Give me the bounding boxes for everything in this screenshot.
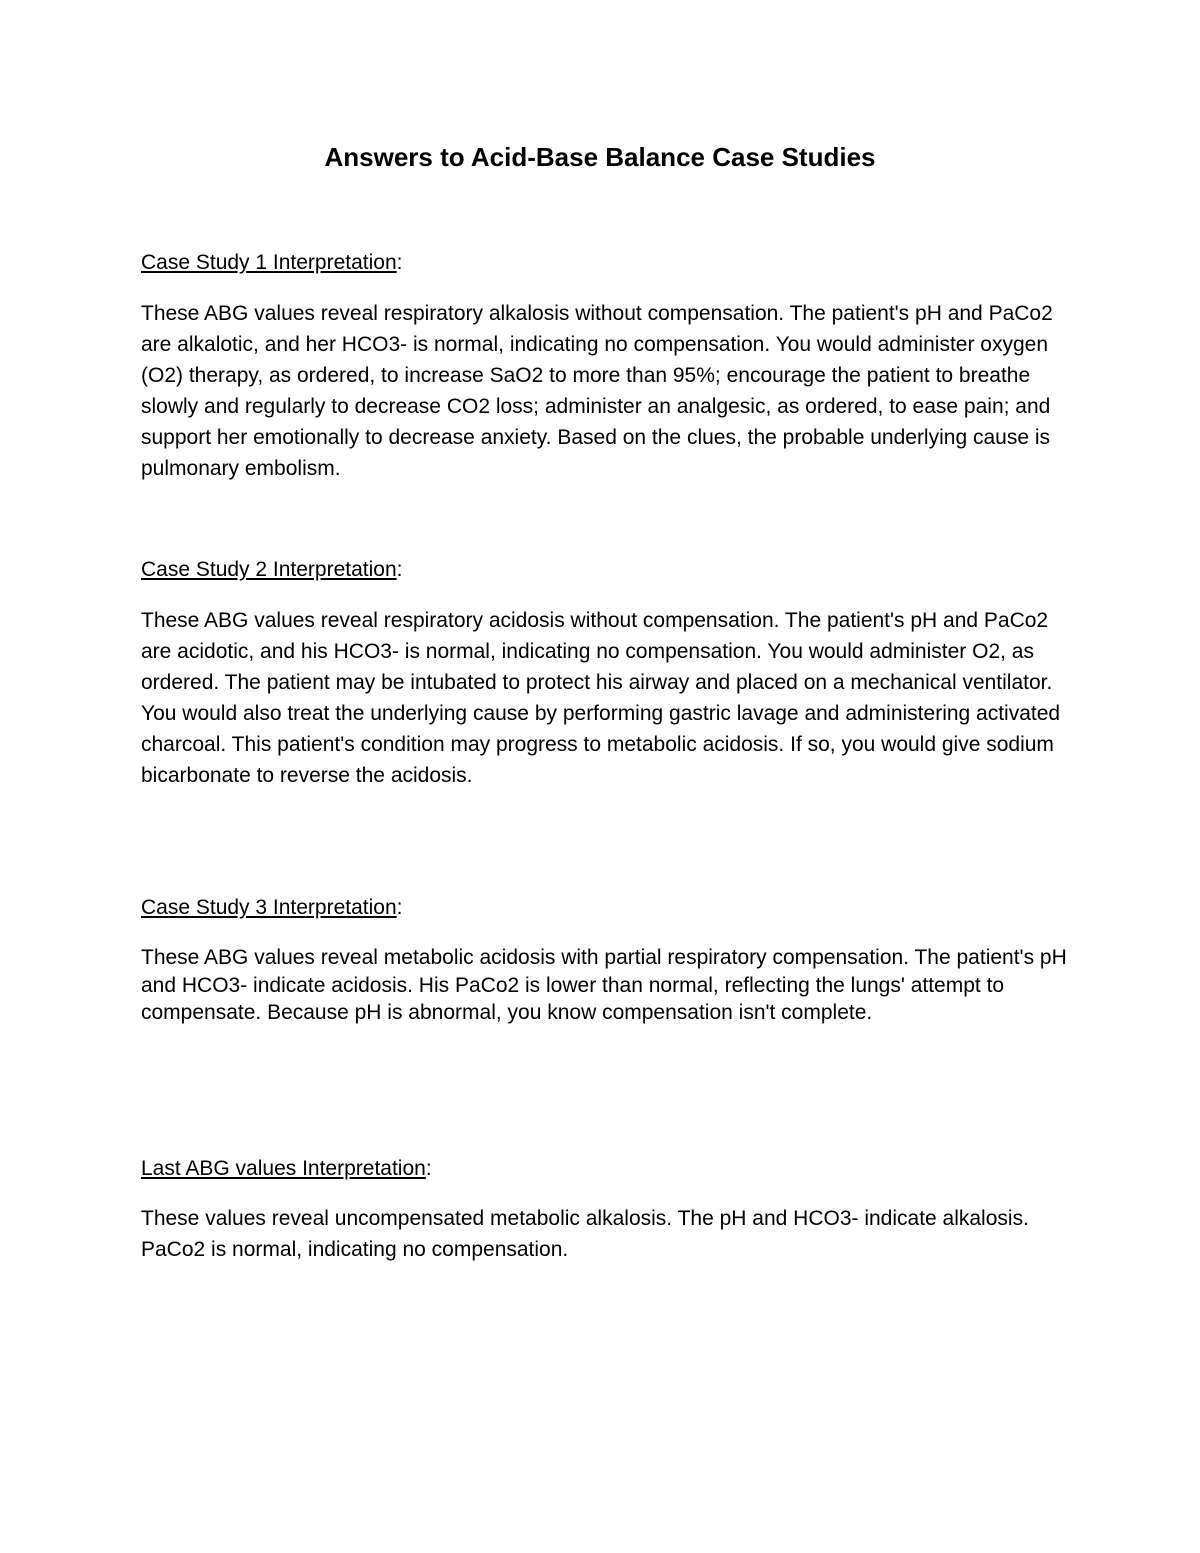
section-heading-text: Last ABG values Interpretation [141,1157,426,1180]
section-body-last-abg: These values reveal uncompensated metabolic alkalosis. The pH and HCO3- indicate alkalosis. PaCo2 is normal, indicating no compensation. [141,1207,1029,1261]
section-body-case-study-3: These ABG values reveal metabolic acidosis with partial respiratory compensation. The patient's pH and HCO3- indicate acidosis. His PaCo2 is lower than normal, reflecting the lungs' attempt to compensate. Because pH is abnormal, you know compensation isn't complete. [141,946,1067,1024]
section-heading-text: Case Study 3 Interpretation [141,896,397,919]
heading-colon: : [396,558,403,581]
document-title: Answers to Acid-Base Balance Case Studies [324,142,876,172]
section-heading-case-study-3 [141,894,403,922]
section-body-case-study-1: These ABG values reveal respiratory alkalosis without compensation. The patient's pH and PaCo2 are alkalotic, and her HCO3- is normal, indicating no compensation. You would administer oxygen (O2) therapy, as ordered, to increase SaO2 to more than 95%; encourage the patient to breathe slowly and regularly to decrease CO2 loss; administer an analgesic, as ordered, to ease pain; and support her emotionally to decrease anxiety. Based on the clues, the probable underlying cause is pulmonary embolism. [141,302,1053,480]
section-heading-text: Case Study 1 Interpretation [141,251,397,274]
section-heading-last-abg [141,1155,432,1183]
section-heading-case-study-1 [141,249,403,277]
section-heading-text: Case Study 2 Interpretation [141,558,397,581]
section-body-case-study-2: These ABG values reveal respiratory acidosis without compensation. The patient's pH and PaCo2 are acidotic, and his HCO3- is normal, indicating no compensation. You would administer O2, as ordered. The patient may be intubated to protect his airway and placed on a mechanical ventilator. You would also treat the underlying cause by performing gastric lavage and administering activated charcoal. This patient's condition may progress to metabolic acidosis. If so, you would give sodium bicarbonate to reverse the acidosis. [141,609,1061,787]
heading-colon: : [425,1157,432,1180]
heading-colon: : [396,251,403,274]
heading-colon: : [396,896,403,919]
section-heading-case-study-2 [141,556,403,584]
